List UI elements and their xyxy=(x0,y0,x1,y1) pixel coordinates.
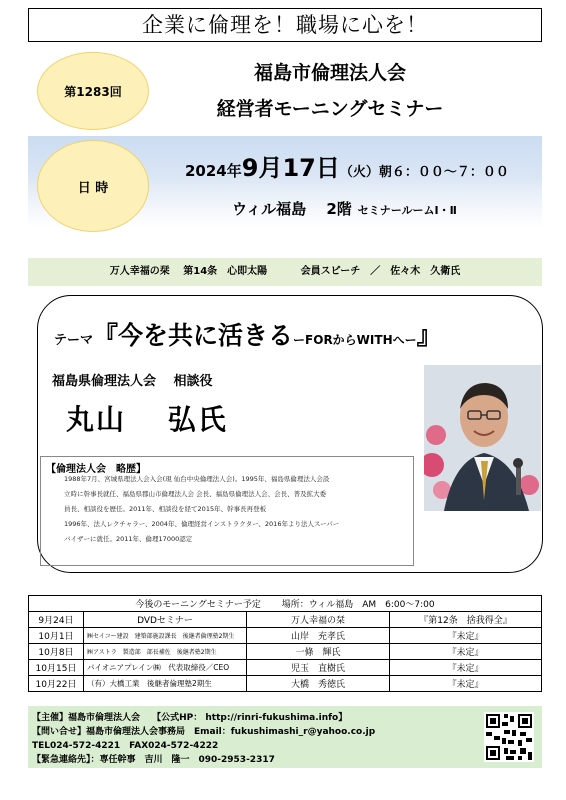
speaker-name: 丸山 弘氏 xyxy=(66,403,228,436)
row-date: 10月15日 xyxy=(29,660,84,676)
table-row xyxy=(29,660,542,676)
theme-main: 今を共に活きる xyxy=(118,321,294,350)
footer-emergency: 【緊急連絡先】：専任幹事 吉川 隆一 090-2953-2317 xyxy=(32,755,275,765)
event-time: 朝６：００～７：００ xyxy=(378,165,509,180)
session-number-badge: 第1283回 xyxy=(37,52,149,130)
speaker-photo xyxy=(424,365,541,511)
row-speaker: パイオニアプレイン㈱ 代表取締役／CEO xyxy=(84,660,247,676)
organizer-title: 福島市倫理法人会 xyxy=(253,62,406,84)
theme-heading xyxy=(54,316,442,352)
speaker-organization: 福島県倫理法人会 相談役 xyxy=(52,374,213,389)
event-date xyxy=(185,148,509,183)
schedule-header: 今後のモーニングセミナー予定 場所：ウィル福島 AM 6:00～7:00 xyxy=(29,596,542,612)
event-weekday: （火） xyxy=(339,165,379,180)
row-speaker: DVDセミナー xyxy=(84,612,247,628)
theme-label: テーマ xyxy=(54,333,94,348)
date-label-badge: 日 時 xyxy=(37,140,149,232)
schedule-table xyxy=(28,595,542,692)
event-year: 2024年 xyxy=(185,162,242,180)
footer-phone: TEL024-572-4221 FAX024-572-4222 xyxy=(32,741,219,751)
row-date: 9月24日 xyxy=(29,612,84,628)
bio-line: バイザーに就任。2011年、倫理17000認定 xyxy=(64,535,193,543)
row-date: 10月22日 xyxy=(29,676,84,692)
footer-inquiry: 【問い合せ】福島市倫理法人会事務局 Email：fukushimashi_r@yahoo.co.jp xyxy=(32,727,376,737)
table-row xyxy=(29,612,542,628)
bio-line: 員長、相談役を歴任。2011年、相談役を経て2015年、幹事長再登板 xyxy=(64,505,267,513)
table-row xyxy=(29,676,542,692)
row-name: 児玉 直樹氏 xyxy=(247,660,390,676)
bio-line: 立時に幹事長就任、福島県郡山市倫理法人会 会長、福島県倫理法人会、会長、普及拡大委 xyxy=(64,490,327,498)
row-theme: 『未定』 xyxy=(390,644,542,660)
row-date: 10月8日 xyxy=(29,644,84,660)
row-date: 10月1日 xyxy=(29,628,84,644)
slogan-banner: 企業に倫理を！職場に心を！ xyxy=(28,8,542,42)
theme-sub: ーFORからWITHへー xyxy=(293,333,417,347)
event-month-day: 9月17日 xyxy=(241,154,340,182)
program-bar: 万人幸福の栞 第14条 心即太陽 会員スピーチ ／ 佐々木 久衛氏 xyxy=(28,258,542,286)
seminar-title: 経営者モーニングセミナー xyxy=(216,98,444,120)
qr-code-icon[interactable] xyxy=(484,712,534,762)
row-speaker: （有）大橋工業 後継者倫理塾2期生 xyxy=(84,676,247,692)
venue-room: セミナールームⅠ・Ⅱ xyxy=(357,204,457,217)
footer-organizer: 【主催】福島市倫理法人会 【公式HP： http://rinri-fukushima.info】 xyxy=(32,713,348,723)
row-name: 万人幸福の栞 xyxy=(247,612,390,628)
bio-line: 1996年、法人レクチャラー、2004年、倫理経営インストラクター、2016年より法人スーパー xyxy=(64,520,340,528)
row-speaker: ㈱セイコー建設 建築部施設課長 後継者倫理塾2期生 xyxy=(84,628,247,644)
row-theme: 『未定』 xyxy=(390,628,542,644)
bio-line: 1988年7月、宮城県理法人会入会(現 仙台中央倫理法人会)。1995年、福島県倫理法人会設 xyxy=(64,475,330,483)
venue-name: ウィル福島 2階 xyxy=(232,200,352,218)
table-row xyxy=(29,628,542,644)
row-theme: 『未定』 xyxy=(390,676,542,692)
bio-heading: 【倫理法人会 略歴】 xyxy=(46,464,146,475)
theme-close-bracket: 』 xyxy=(416,321,442,350)
theme-open-bracket: 『 xyxy=(93,321,119,350)
row-speaker: ㈱アストラ 製造部 部長補佐 後継者塾2期生 xyxy=(84,644,247,660)
row-name: 山岸 充孝氏 xyxy=(247,628,390,644)
row-name: 一條 輝氏 xyxy=(247,644,390,660)
row-theme: 『第12条 捨我得全』 xyxy=(390,612,542,628)
row-theme: 『未定』 xyxy=(390,660,542,676)
event-venue xyxy=(232,198,457,219)
row-name: 大橋 秀徳氏 xyxy=(247,676,390,692)
schedule-header-row xyxy=(29,596,542,612)
table-row xyxy=(29,644,542,660)
